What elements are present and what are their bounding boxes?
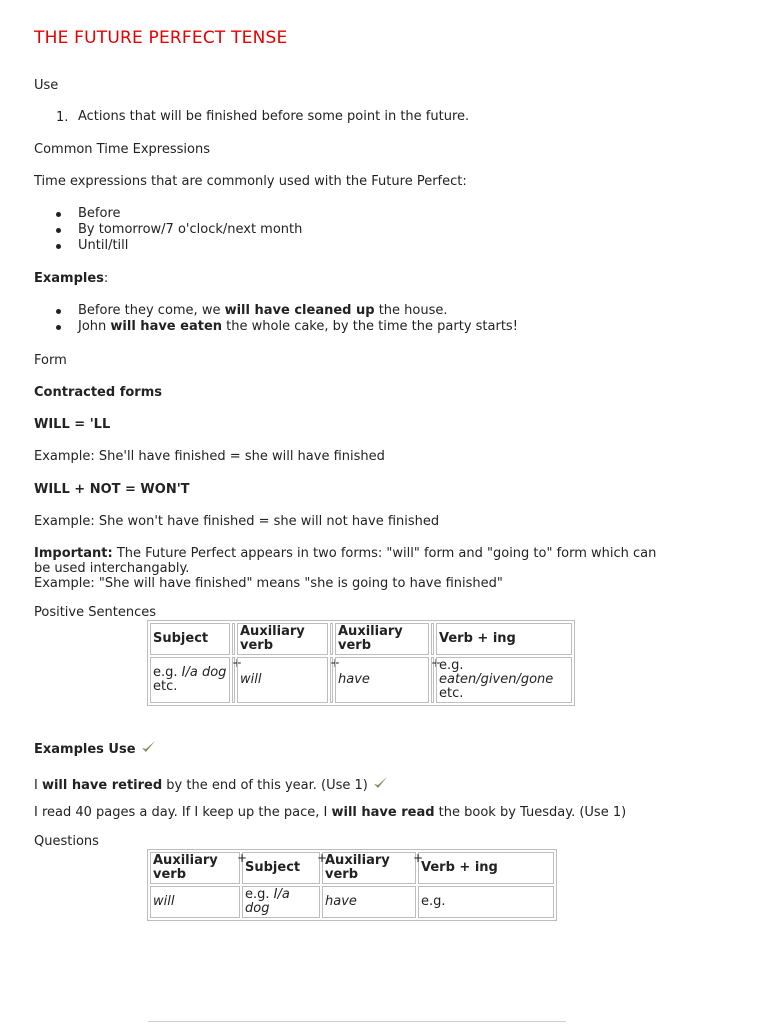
use-item-1: Actions that will be finished before some point in the future.: [78, 109, 470, 124]
table-header-cell: + Subject: [242, 852, 320, 884]
form-heading: Form: [34, 353, 67, 368]
questions-heading: Questions: [34, 834, 99, 849]
will-ll: WILL = 'LL: [34, 417, 111, 432]
time-expression-1: Before: [78, 206, 121, 221]
use-heading: Use: [34, 78, 59, 93]
spacer-cell: +: [431, 657, 434, 703]
bullet-icon: [56, 228, 61, 233]
time-expression-3: Until/till: [78, 238, 129, 253]
table-cell: have: [335, 657, 429, 703]
will-not: WILL + NOT = WON'T: [34, 482, 190, 497]
checkmark-icon: [140, 739, 156, 755]
bullet-icon: [56, 212, 61, 217]
spacer-cell: [232, 623, 235, 655]
examples-heading: Examples:: [34, 271, 109, 286]
example-1: Before they come, we will have cleaned up the house.: [78, 303, 448, 318]
time-expression-2: By tomorrow/7 o'clock/next month: [78, 222, 303, 237]
use-example-2: I read 40 pages a day. If I keep up the pace, I will have read the book by Tuesday. (Use 1): [34, 805, 627, 820]
table-row: [150, 852, 554, 884]
table-row: [150, 886, 554, 918]
table-header-cell: Subject: [150, 623, 230, 655]
table-row: [150, 657, 572, 703]
examples-use-heading: Examples Use: [34, 739, 156, 757]
important-example: Example: "She will have finished" means "she is going to have finished": [34, 576, 503, 591]
checkmark-icon: [372, 775, 388, 791]
questions-table: [147, 849, 557, 921]
contracted-heading: Contracted forms: [34, 385, 162, 400]
spacer-cell: +: [330, 657, 333, 703]
table-cell: will: [237, 657, 328, 703]
page-divider: [148, 1021, 566, 1022]
table-header-cell: + Auxiliary verb: [322, 852, 416, 884]
table-cell: e.g. I/a dog: [242, 886, 320, 918]
table-header-cell: Auxiliary verb: [237, 623, 328, 655]
example-2: John will have eaten the whole cake, by the time the party starts!: [78, 319, 518, 334]
use-example-1: I will have retired by the end of this year. (Use 1): [34, 775, 388, 793]
example-ll: Example: She'll have finished = she will have finished: [34, 449, 385, 464]
list-number: 1.: [56, 110, 69, 125]
spacer-cell: [431, 623, 434, 655]
important-note: Important: The Future Perfect appears in two forms: "will" form and "going to" form which can be used interchangably.: [34, 546, 657, 576]
spacer-cell: [330, 623, 333, 655]
table-header-cell: + Verb + ing: [418, 852, 554, 884]
example-wont: Example: She won't have finished = she will not have finished: [34, 514, 440, 529]
table-cell: e.g. eaten/given/gone etc.: [436, 657, 572, 703]
table-header-cell: Auxiliary verb: [150, 852, 240, 884]
table-cell: will: [150, 886, 240, 918]
positive-heading: Positive Sentences: [34, 605, 156, 620]
bullet-icon: [56, 325, 61, 330]
positive-table: [147, 620, 575, 706]
bullet-icon: [56, 309, 61, 314]
table-header-cell: Auxiliary verb: [335, 623, 429, 655]
common-intro: Time expressions that are commonly used with the Future Perfect:: [34, 174, 467, 189]
table-cell: e.g. I/a dog etc.: [150, 657, 230, 703]
spacer-cell: +: [232, 657, 235, 703]
table-cell: have: [322, 886, 416, 918]
table-row: [150, 623, 572, 655]
table-cell: e.g.: [418, 886, 554, 918]
common-heading: Common Time Expressions: [34, 142, 210, 157]
bullet-icon: [56, 244, 61, 249]
table-header-cell: Verb + ing: [436, 623, 572, 655]
page-title: THE FUTURE PERFECT TENSE: [34, 28, 288, 48]
